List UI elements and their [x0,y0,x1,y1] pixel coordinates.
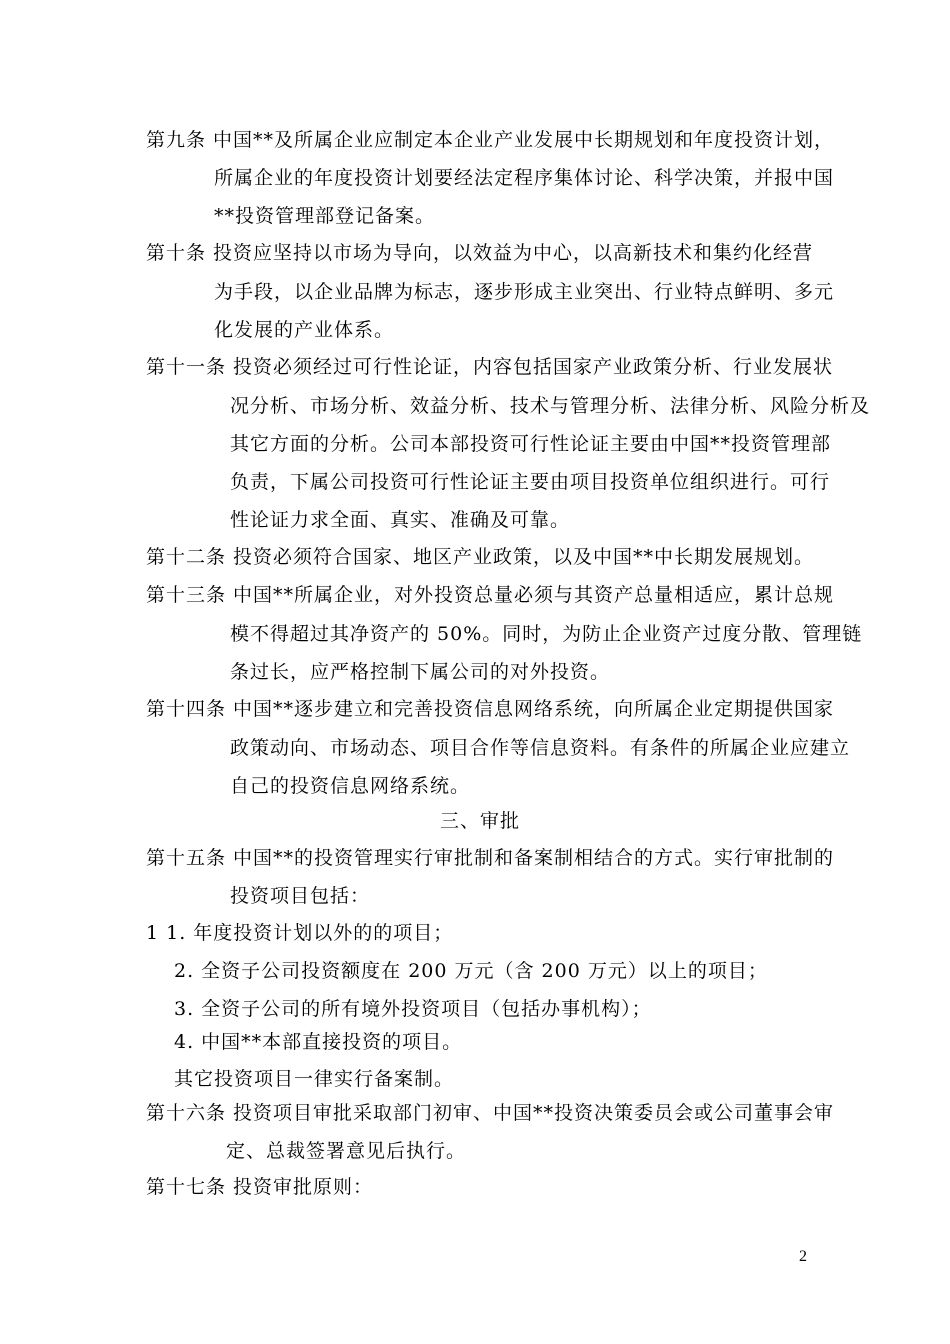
article-16-line-1: 第十六条 投资项目审批采取部门初审、中国**投资决策委员会或公司董事会审 [146,1102,835,1124]
article-9-line-2: 所属企业的年度投资计划要经法定程序集体讨论、科学决策，并报中国 [214,167,835,189]
article-16-line-2: 定、总裁签署意见后执行。 [226,1140,467,1162]
article-15-line-2: 投资项目包括： [230,885,371,907]
article-9-line-1: 第九条 中国**及所属企业应制定本企业产业发展中长期规划和年度投资计划， [146,129,835,151]
list-item-2: 2. 全资子公司投资额度在 200 万元（含 200 万元）以上的项目； [174,960,768,982]
article-13-line-2: 模不得超过其净资产的 50%。同时，为防止企业资产过度分散、管理链 [230,623,863,645]
article-11-line-5: 性论证力求全面、真实、准确及可靠。 [230,509,571,531]
article-12-line-1: 第十二条 投资必须符合国家、地区产业政策，以及中国**中长期发展规划。 [146,546,815,568]
article-11-line-2: 况分析、市场分析、效益分析、技术与管理分析、法律分析、风险分析及 [230,395,871,417]
article-13-line-1: 第十三条 中国**所属企业，对外投资总量必须与其资产总量相适应，累计总规 [146,584,835,606]
section-title: 三、审批 [440,810,521,832]
article-10-line-2: 为手段，以企业品牌为标志，逐步形成主业突出、行业特点鲜明、多元 [214,281,835,303]
article-11-line-4: 负责，下属公司投资可行性论证主要由项目投资单位组织进行。可行 [230,471,831,493]
article-17-line-1: 第十七条 投资审批原则： [146,1176,374,1198]
list-item-4: 4. 中国**本部直接投资的项目。 [174,1031,463,1053]
article-11-line-3: 其它方面的分析。公司本部投资可行性论证主要由中国**投资管理部 [230,433,832,455]
article-10-line-1: 第十条 投资应坚持以市场为导向，以效益为中心，以高新技术和集约化经营 [146,242,814,264]
article-15-line-1: 第十五条 中国**的投资管理实行审批制和备案制相结合的方式。实行审批制的 [146,847,835,869]
filing-note: 其它投资项目一律实行备案制。 [174,1068,455,1090]
article-13-line-3: 条过长，应严格控制下属公司的对外投资。 [230,661,611,683]
article-10-line-3: 化发展的产业体系。 [214,319,395,341]
article-14-line-3: 自己的投资信息网络系统。 [230,775,471,797]
article-14-line-2: 政策动向、市场动态、项目合作等信息资料。有条件的所属企业应建立 [230,737,851,759]
article-11-line-1: 第十一条 投资必须经过可行性论证，内容包括国家产业政策分析、行业发展状 [146,356,834,378]
article-14-line-1: 第十四条 中国**逐步建立和完善投资信息网络系统，向所属企业定期提供国家 [146,698,835,720]
list-item-3: 3. 全资子公司的所有境外投资项目（包括办事机构）； [174,998,652,1020]
page-number: 2 [799,1248,807,1265]
article-9-line-3: **投资管理部登记备案。 [214,205,436,227]
list-item-1: 1 1. 年度投资计划以外的的项目； [146,922,454,944]
